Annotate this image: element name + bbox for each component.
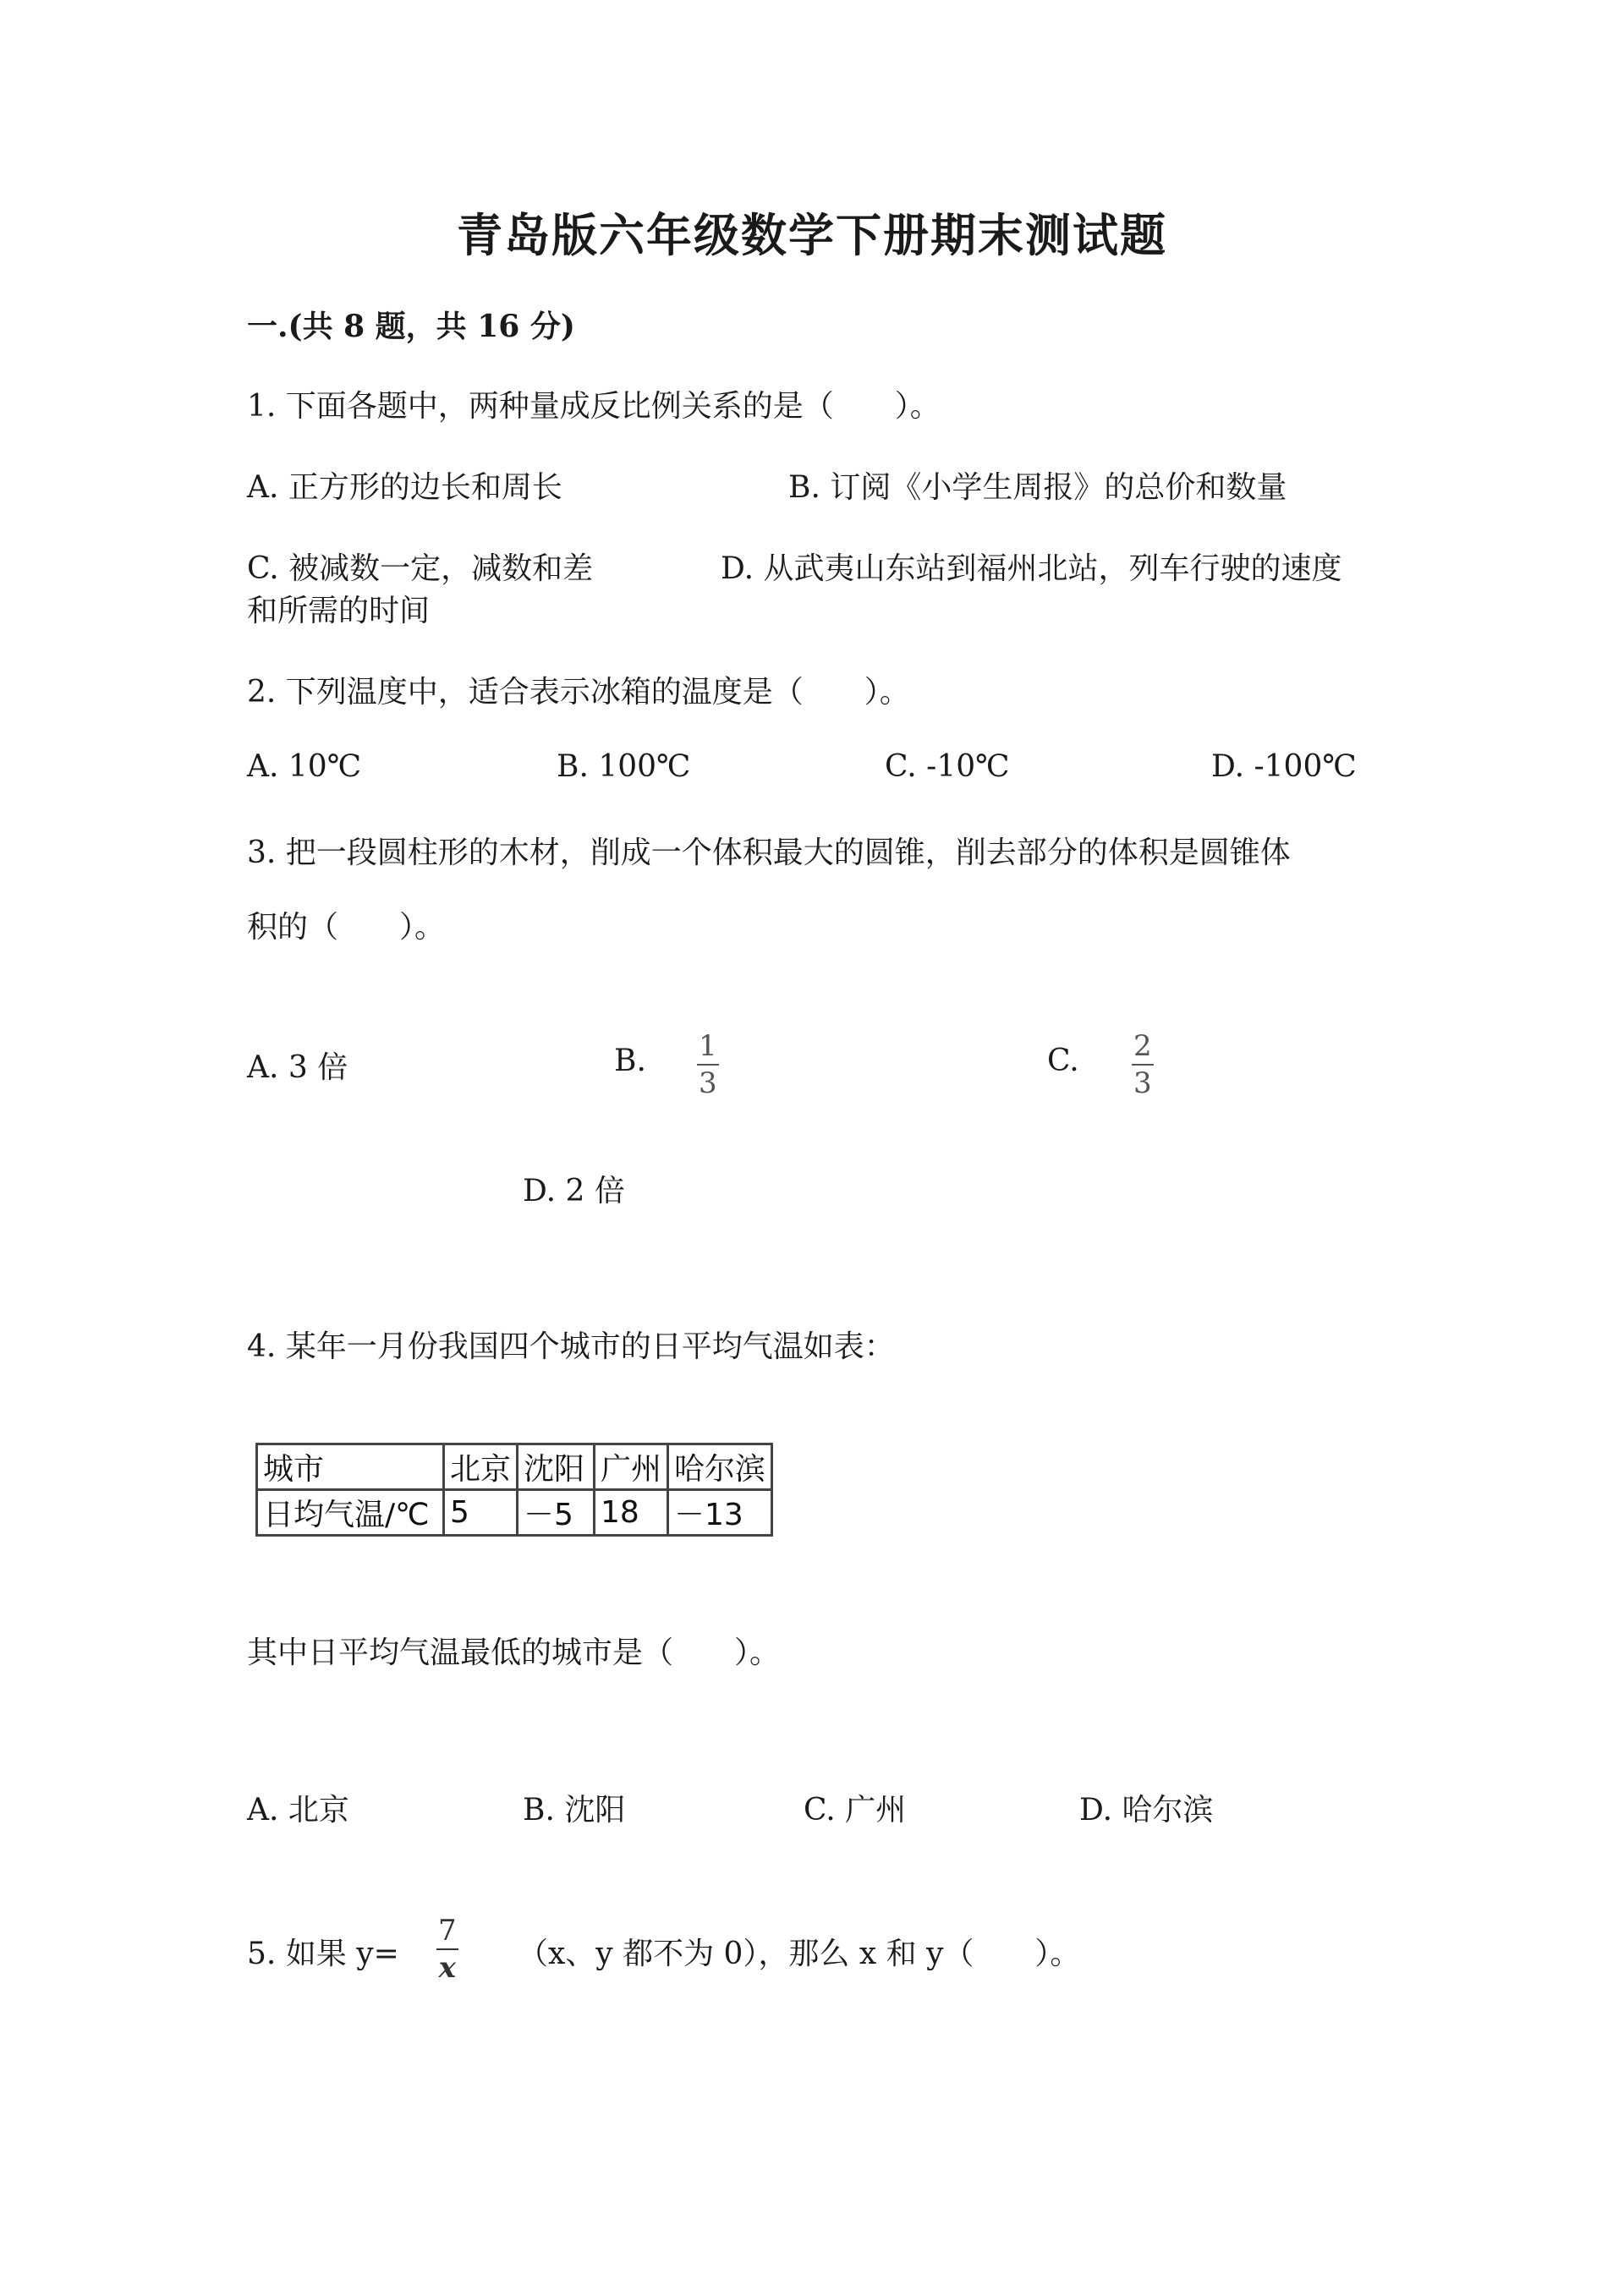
question-3-option-a: A. 3 倍	[247, 1050, 348, 1085]
fraction-denominator: x	[438, 1951, 456, 1985]
table-row	[257, 1490, 772, 1536]
question-3-option-b-fraction	[695, 1029, 721, 1100]
table-cell: 18	[595, 1490, 668, 1536]
question-5-suffix: （x、y 都不为 0），那么 x 和 y（ ）。	[518, 1937, 1081, 1971]
question-4-option-c: C. 广州	[804, 1793, 907, 1827]
page-title: 青岛版六年级数学下册期末测试题	[457, 208, 1167, 262]
section-heading: 一.(共 8 题，共 16 分)	[247, 309, 575, 344]
question-2-option-a: A. 10℃	[247, 749, 361, 784]
question-4-option-d: D. 哈尔滨	[1079, 1793, 1214, 1827]
question-1-option-c: C. 被减数一定，减数和差	[247, 551, 594, 586]
question-4-question: 其中日平均气温最低的城市是（ ）。	[247, 1636, 781, 1670]
table-header-row	[257, 1444, 772, 1490]
question-5-prefix: 5. 如果 y=	[247, 1937, 399, 1971]
fraction-denominator: 3	[1133, 1066, 1152, 1100]
table-cell: 哈尔滨	[668, 1444, 772, 1490]
question-2-option-b: B. 100℃	[557, 749, 691, 784]
question-4-stem: 4. 某年一月份我国四个城市的日平均气温如表：	[247, 1329, 895, 1364]
fraction-denominator: 3	[699, 1066, 717, 1100]
table-cell: 沈阳	[518, 1444, 595, 1490]
table-cell: －5	[518, 1490, 595, 1536]
question-5-fraction	[435, 1914, 460, 1985]
table-cell: 广州	[595, 1444, 668, 1490]
question-4-option-a: A. 北京	[247, 1793, 349, 1827]
question-1-stem: 1. 下面各题中，两种量成反比例关系的是（ ）。	[247, 389, 941, 424]
question-3-option-d: D. 2 倍	[523, 1174, 625, 1208]
question-2-option-d: D. -100℃	[1211, 749, 1357, 784]
question-3-stem: 3. 把一段圆柱形的木材，削成一个体积最大的圆锥，削去部分的体积是圆锥体	[247, 836, 1291, 870]
question-2-option-c: C. -10℃	[885, 749, 1010, 784]
fraction-numerator: 2	[1133, 1029, 1152, 1063]
question-1-option-a: A. 正方形的边长和周长	[247, 470, 562, 505]
table-cell: 日均气温/℃	[257, 1490, 444, 1536]
temperature-table	[255, 1443, 773, 1537]
table-cell: 5	[444, 1490, 518, 1536]
question-1-option-d: D. 从武夷山东站到福州北站，列车行驶的速度	[721, 551, 1342, 586]
question-3-stem-cont: 积的（ ）。	[247, 910, 446, 945]
question-1-option-d-cont: 和所需的时间	[247, 594, 431, 628]
table-cell: 北京	[444, 1444, 518, 1490]
question-4-option-b: B. 沈阳	[523, 1793, 626, 1827]
question-2-stem: 2. 下列温度中，适合表示冰箱的温度是（ ）。	[247, 675, 910, 710]
question-3-option-b-label: B.	[614, 1044, 646, 1078]
fraction-numerator: 1	[699, 1029, 717, 1063]
table-cell: 城市	[257, 1444, 444, 1490]
question-3-option-c-fraction	[1130, 1029, 1155, 1100]
question-3-option-c-label: C.	[1047, 1044, 1079, 1078]
table-cell: －13	[668, 1490, 772, 1536]
question-1-option-b: B. 订阅《小学生周报》的总价和数量	[788, 470, 1287, 505]
fraction-numerator: 7	[438, 1914, 457, 1948]
